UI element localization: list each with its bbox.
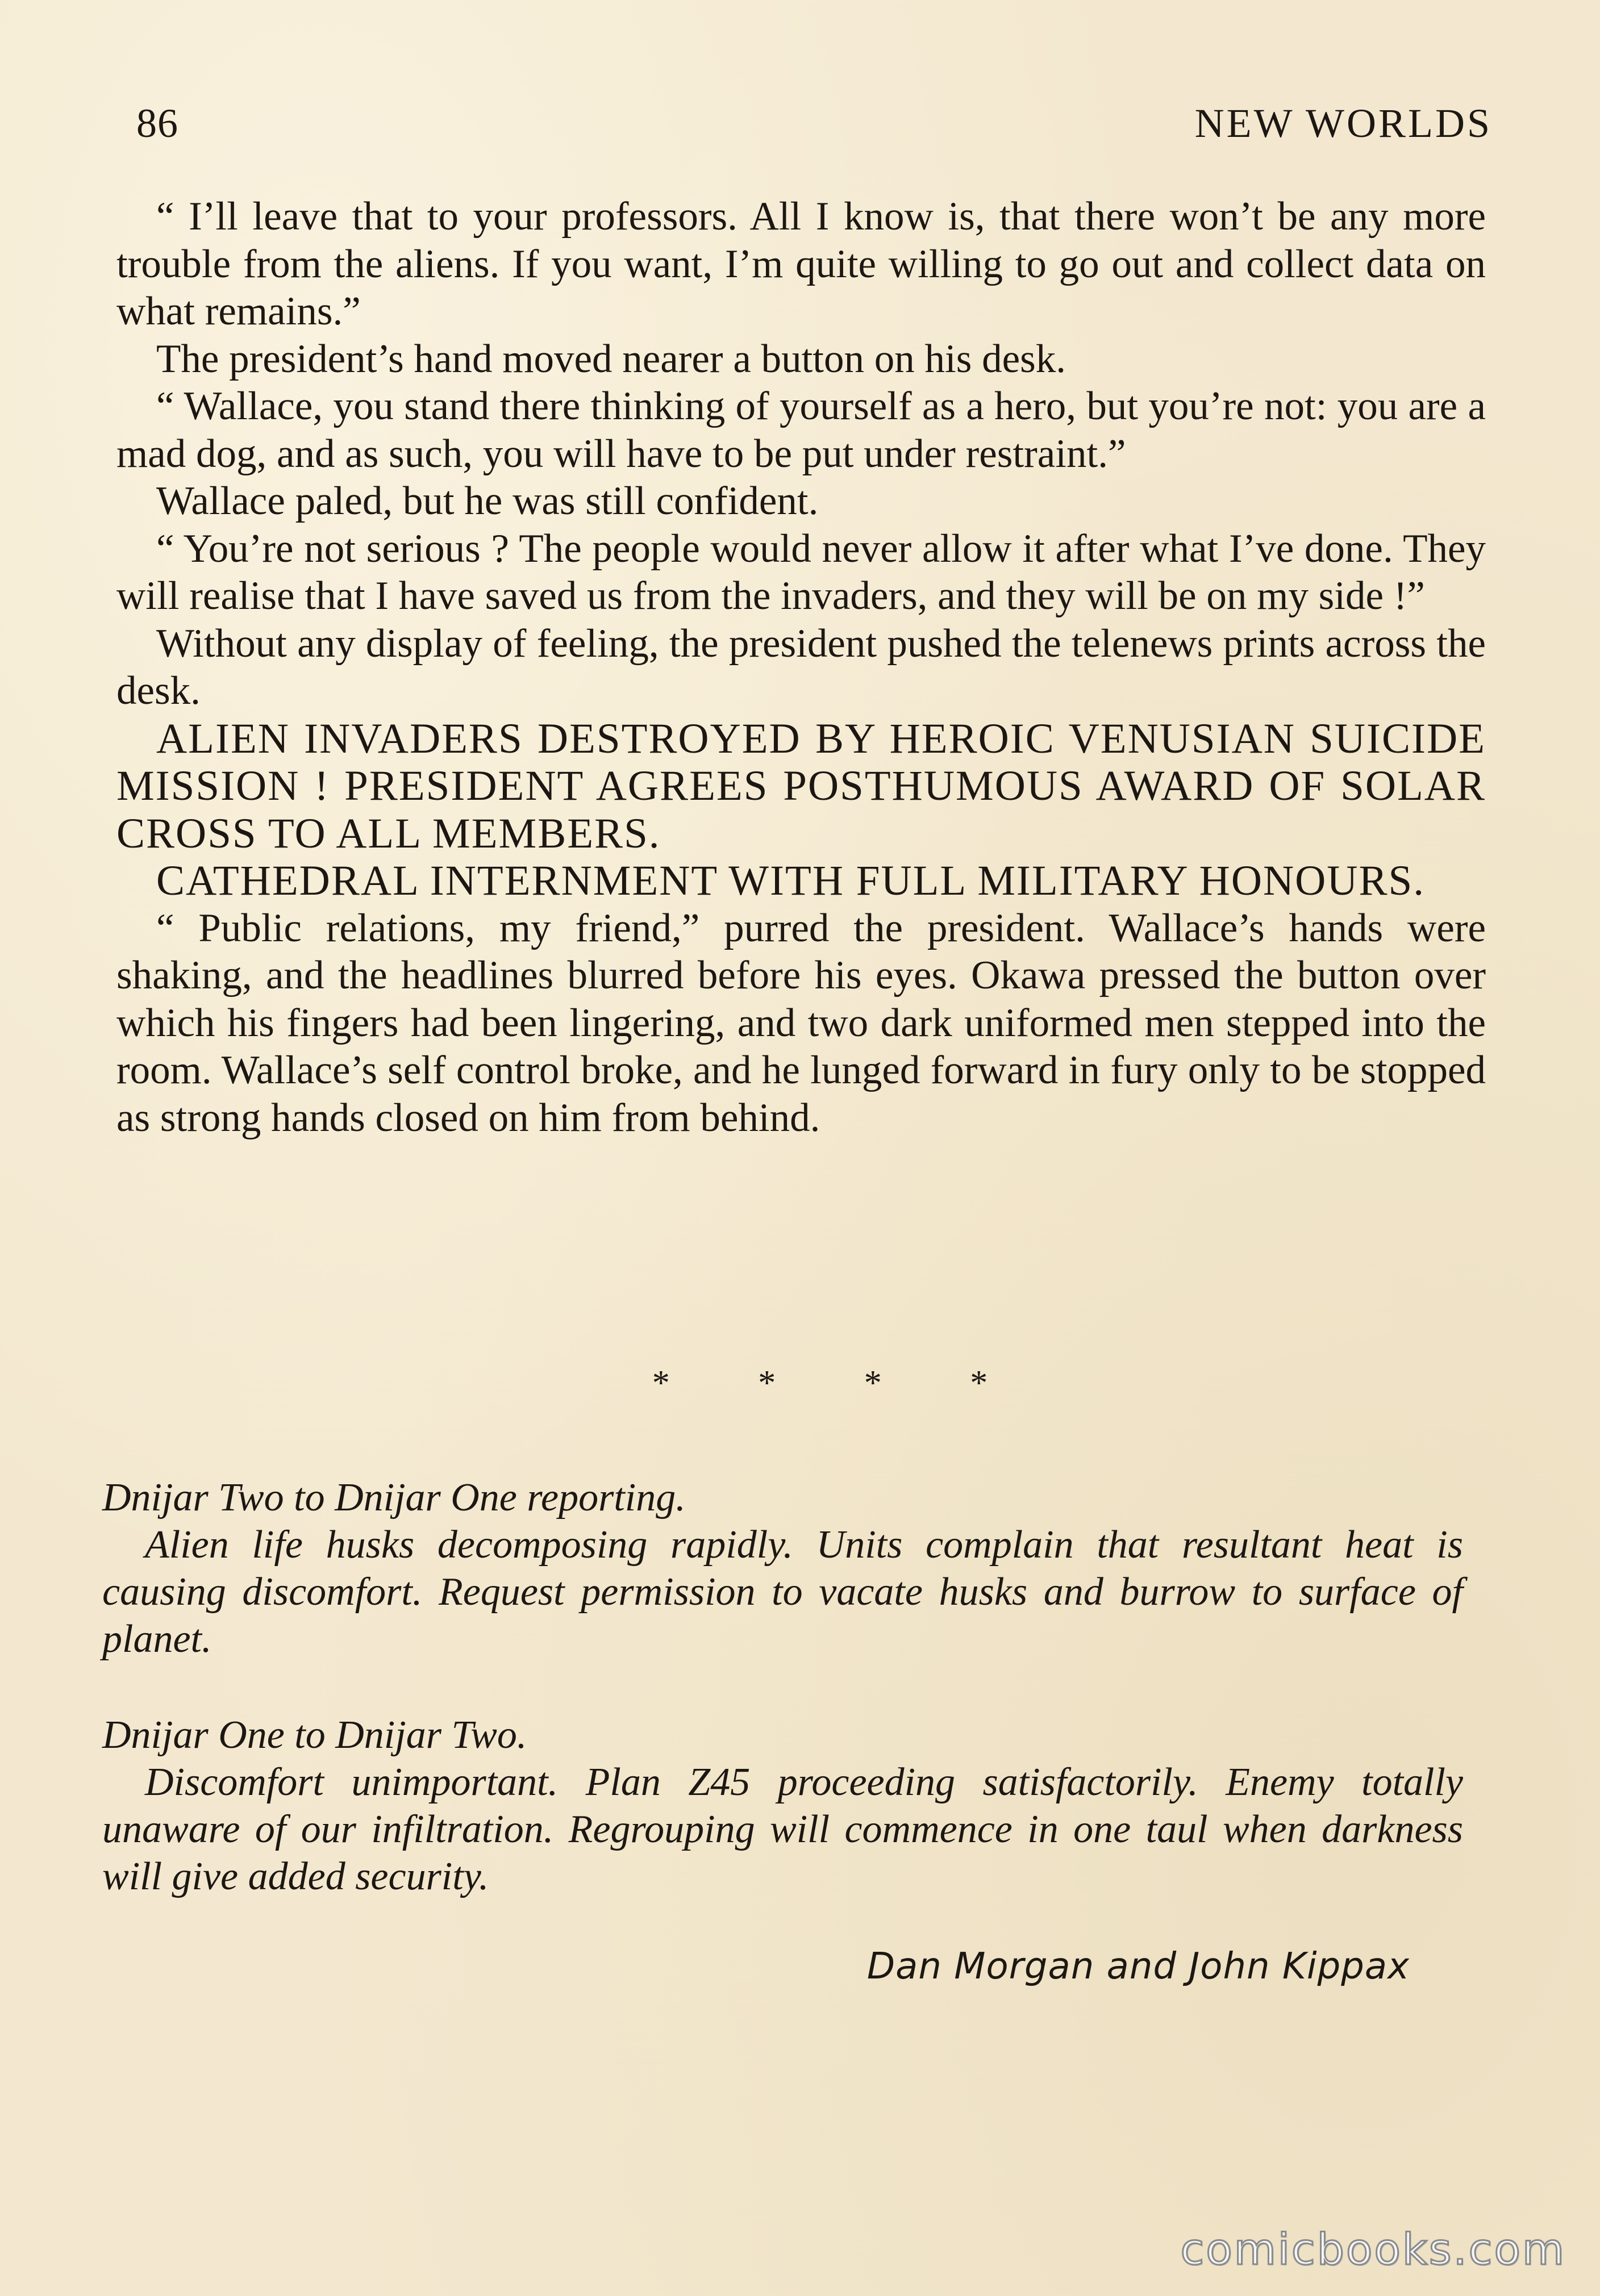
transmission-message (102, 1474, 1463, 1663)
newspaper-headline: ALIEN INVADERS DESTROYED BY HEROIC VENUSIAN SUICIDE MISSION ! PRESIDENT AGREES POSTHUMOUS AWARD OF SOLAR CROSS TO ALL MEMBERS. (116, 715, 1486, 857)
paragraph: “ Wallace, you stand there thinking of yourself as a hero, but you’re not: you are a mad dog, and as such, you will have to be put under restraint.” (116, 384, 1486, 476)
paragraph: “ You’re not serious ? The people would never allow it after what I’ve done. They will realise that I have saved us from the invaders, and they will be on my side !” (116, 526, 1486, 618)
paragraph: The president’s hand moved nearer a button on his desk. (156, 336, 1066, 381)
message-body: Discomfort unimportant. Plan Z45 proceeding satisfactorily. Enemy totally unaware of our infiltration. Regrouping will commence in one taul when darkness will give added security. (102, 1760, 1463, 1898)
site-watermark: comicbooks.com (1180, 2224, 1566, 2274)
author-byline: Dan Morgan and John Kippax (866, 1946, 1410, 1988)
paragraph: Wallace paled, but he was still confident. (156, 479, 819, 523)
paragraph: “ I’ll leave that to your professors. All I know is, that there won’t be any more trouble from the aliens. If you want, I’m quite willing to go out and collect data on what remains.” (116, 194, 1486, 333)
message-heading: Dnijar Two to Dnijar One reporting. (102, 1476, 686, 1519)
message-body: Alien life husks decomposing rapidly. Units complain that resultant heat is causing discomfort. Request permission to vacate husks and burrow to surface of planet. (102, 1523, 1463, 1661)
running-head: NEW WORLDS (1194, 101, 1492, 146)
paragraph: Without any display of feeling, the president pushed the telenews prints across the desk. (116, 621, 1486, 713)
page-number: 86 (136, 101, 178, 146)
message-heading: Dnijar One to Dnijar Two. (102, 1713, 527, 1757)
paragraph: “ Public relations, my friend,” purred the president. Wallace’s hands were shaking, and the headlines blurred before his eyes. Okawa pressed the button over which his fingers had been lingering, and two dark uniformed men stepped into the room. Wallace’s self control broke, and he lunged forward in fury only to be stopped as strong hands closed on him from behind. (116, 905, 1486, 1140)
transmission-message (102, 1711, 1463, 1900)
section-separator: * * * * (652, 1364, 1028, 1402)
page-header (136, 100, 1492, 162)
newspaper-headline: CATHEDRAL INTERNMENT WITH FULL MILITARY HONOURS. (156, 857, 1425, 904)
story-text (116, 193, 1486, 1142)
